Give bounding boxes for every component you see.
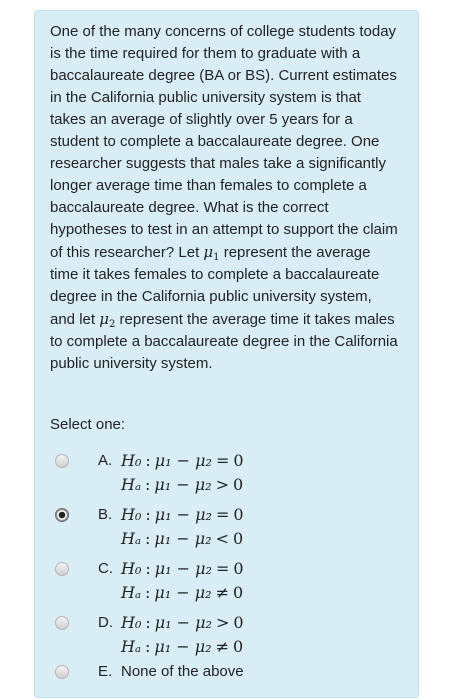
option-b[interactable]: [35, 496, 420, 556]
option-e-text: None of the above: [121, 663, 244, 680]
option-c-ha: Hₐ : μ₁ − μ₂ ≠ 0: [121, 583, 244, 602]
question-text-part3: represent the average time it takes males to complete a baccalaureate degree in the California public university system.: [50, 311, 398, 372]
option-a[interactable]: [35, 442, 420, 502]
option-d[interactable]: [35, 604, 420, 664]
option-d-h0: H₀ : μ₁ − μ₂ > 0: [121, 613, 244, 632]
option-e-radio[interactable]: [55, 665, 69, 679]
option-e-letter: E.: [98, 663, 113, 680]
option-d-radio[interactable]: [55, 616, 69, 630]
question-text-part1: One of the many concerns of college students today is the time required for them to graduate with a baccalaureate degree (BA or BS). Current estimates in the California public university system is that takes an average of slightly over 5 years for a student to complete a baccalaureate degree. One researcher suggests that males take a significantly longer average time than females to complete a baccalaureate degree. What is the correct hypotheses to test in an attempt to support the claim of this researcher? Let: [50, 23, 398, 261]
option-c[interactable]: [35, 550, 420, 610]
option-d-letter: D.: [98, 614, 113, 631]
option-a-h0: H₀ : μ₁ − μ₂ = 0: [121, 451, 244, 470]
option-c-h0: H₀ : μ₁ − μ₂ = 0: [121, 559, 244, 578]
question-text-part2: represent the average time it takes females to complete a baccalaureate degree in the California public university system, and let: [50, 244, 380, 328]
option-b-ha: Hₐ : μ₁ − μ₂ < 0: [121, 529, 244, 548]
option-b-letter: B.: [98, 506, 113, 523]
mu1-symbol: $\mu_1$: [203, 243, 220, 263]
option-c-radio[interactable]: [55, 562, 69, 576]
option-b-radio[interactable]: [55, 508, 69, 522]
option-e[interactable]: [35, 659, 420, 689]
option-c-letter: C.: [98, 560, 113, 577]
question-card: [34, 10, 419, 698]
option-a-radio[interactable]: [55, 454, 69, 468]
option-a-letter: A.: [98, 452, 113, 469]
select-one-prompt: Select one:: [50, 416, 126, 433]
option-d-ha: Hₐ : μ₁ − μ₂ ≠ 0: [121, 637, 244, 656]
question-text: [50, 21, 400, 375]
mu2-symbol: $\mu_2$: [99, 310, 116, 330]
option-a-ha: Hₐ : μ₁ − μ₂ > 0: [121, 475, 244, 494]
option-b-h0: H₀ : μ₁ − μ₂ = 0: [121, 505, 244, 524]
